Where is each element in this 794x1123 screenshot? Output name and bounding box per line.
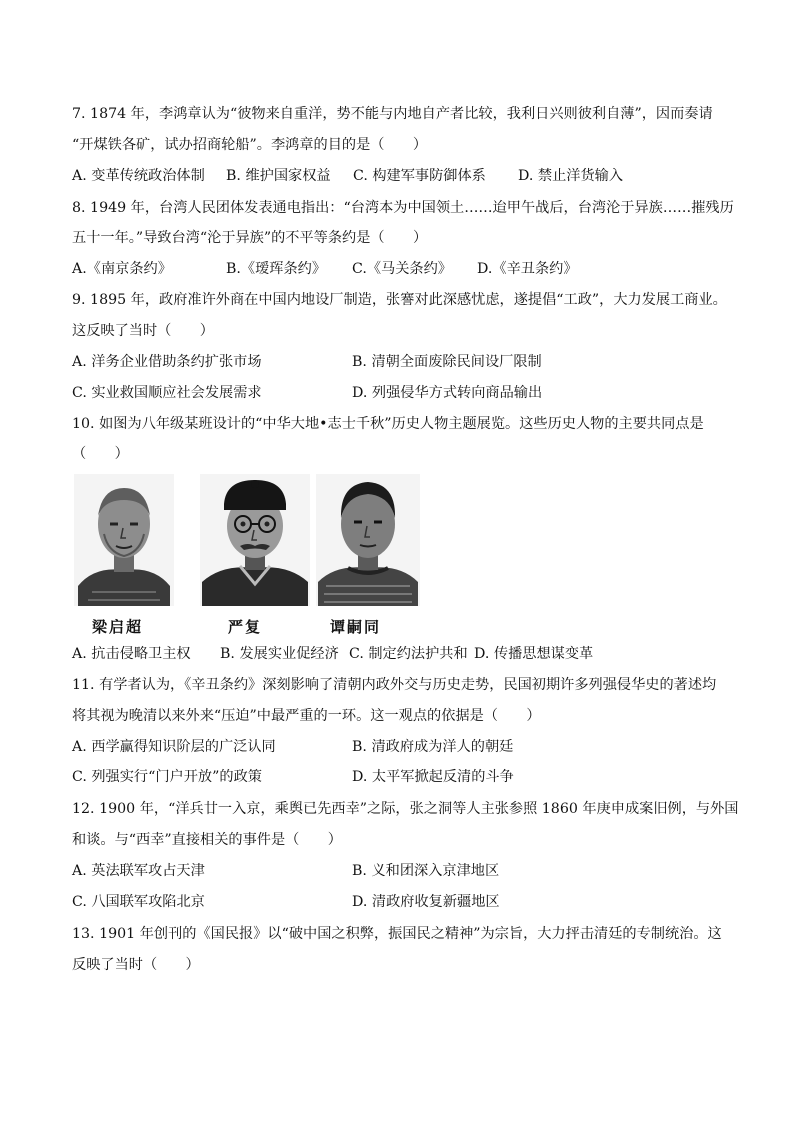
q8-option-d[interactable]: D.《辛丑条约》 xyxy=(477,261,578,277)
q11-stem-line1: 11. 有学者认为，《辛丑条约》深刻影响了清朝内政外交与历史走势，民国初期许多列强侵华史的著述均 xyxy=(72,677,717,693)
q7-stem-line1: 7. 1874 年，李鸿章认为“彼物来自重洋，势不能与内地自产者比较，我利日兴则彼利自薄”，因而奏请 xyxy=(72,106,713,122)
q8-option-c[interactable]: C.《马关条约》 xyxy=(352,261,452,277)
caption-yan-fu: 严复 xyxy=(228,618,263,636)
q12-stem-line2: 和谈。与“西幸”直接相关的事件是（ ） xyxy=(72,832,342,848)
q7-option-d[interactable]: D. 禁止洋货输入 xyxy=(518,168,624,184)
q7-option-a[interactable]: A. 变革传统政治体制 xyxy=(72,168,205,184)
q8-option-a[interactable]: A.《南京条约》 xyxy=(72,261,172,277)
q10-option-a[interactable]: A. 抗击侵略卫主权 xyxy=(72,646,191,662)
q9-option-b[interactable]: B. 清朝全面废除民间设厂限制 xyxy=(352,354,542,370)
q9-stem-line1: 9. 1895 年，政府准许外商在中国内地设厂制造，张謇对此深感忧虑，遂提倡“工政”，大力发展工商业。 xyxy=(72,292,727,308)
portrait-yan-fu-image xyxy=(200,474,310,606)
q12-option-a[interactable]: A. 英法联军攻占天津 xyxy=(72,863,205,879)
caption-liang-qichao: 梁启超 xyxy=(92,618,144,636)
q12-stem-line1: 12. 1900 年，“洋兵廿一入京，乘舆已先西幸”之际，张之洞等人主张参照 1860 年庚申成案旧例，与外国 xyxy=(72,801,739,817)
q10-portrait-gallery xyxy=(72,474,432,634)
q8-option-b[interactable]: B.《瑷珲条约》 xyxy=(226,261,327,277)
q9-option-a[interactable]: A. 洋务企业借助条约扩张市场 xyxy=(72,354,262,370)
caption-tan-sitong: 谭嗣同 xyxy=(330,618,382,636)
portrait-liang-qichao-image xyxy=(74,474,174,606)
q7-stem-line2: “开煤铁各矿，试办招商轮船”。李鸿章的目的是（ ） xyxy=(72,137,428,153)
q10-option-c[interactable]: C. 制定约法护共和 xyxy=(349,646,468,662)
q7-option-b[interactable]: B. 维护国家权益 xyxy=(226,168,331,184)
q8-stem-line1: 8. 1949 年，台湾人民团体发表通电指出：“台湾本为中国领土……迨甲午战后，台湾沦于异族……摧残历 xyxy=(72,200,734,216)
q12-option-c[interactable]: C. 八国联军攻陷北京 xyxy=(72,894,205,910)
q9-option-d[interactable]: D. 列强侵华方式转向商品输出 xyxy=(352,385,543,401)
q10-stem-line2: （ ） xyxy=(72,446,129,462)
q11-option-b[interactable]: B. 清政府成为洋人的朝廷 xyxy=(352,739,514,755)
q11-option-d[interactable]: D. 太平军掀起反清的斗争 xyxy=(352,769,514,785)
q12-option-d[interactable]: D. 清政府收复新疆地区 xyxy=(352,894,500,910)
q11-stem-line2: 将其视为晚清以来外来“压迫”中最严重的一环。这一观点的依据是（ ） xyxy=(72,708,541,724)
portrait-tan-sitong-image xyxy=(316,474,420,606)
q8-stem-line2: 五十一年。”导致台湾“沦于异族”的不平等条约是（ ） xyxy=(72,230,428,246)
q11-option-a[interactable]: A. 西学赢得知识阶层的广泛认同 xyxy=(72,739,276,755)
q13-stem-line1: 13. 1901 年创刊的《国民报》以“破中国之积弊，振国民之精神”为宗旨，大力抨击清廷的专制统治。这 xyxy=(72,926,722,942)
q11-option-c[interactable]: C. 列强实行“门户开放”的政策 xyxy=(72,769,262,785)
q12-option-b[interactable]: B. 义和团深入京津地区 xyxy=(352,863,500,879)
q9-stem-line2: 这反映了当时（ ） xyxy=(72,323,214,339)
q9-option-c[interactable]: C. 实业救国顺应社会发展需求 xyxy=(72,385,262,401)
q10-option-d[interactable]: D. 传播思想谋变革 xyxy=(474,646,594,662)
q13-stem-line2: 反映了当时（ ） xyxy=(72,957,200,973)
q10-stem-line1: 10. 如图为八年级某班设计的“中华大地•志士千秋”历史人物主题展览。这些历史人物的主要共同点是 xyxy=(72,416,704,432)
q7-option-c[interactable]: C. 构建军事防御体系 xyxy=(353,168,486,184)
q10-option-b[interactable]: B. 发展实业促经济 xyxy=(220,646,339,662)
